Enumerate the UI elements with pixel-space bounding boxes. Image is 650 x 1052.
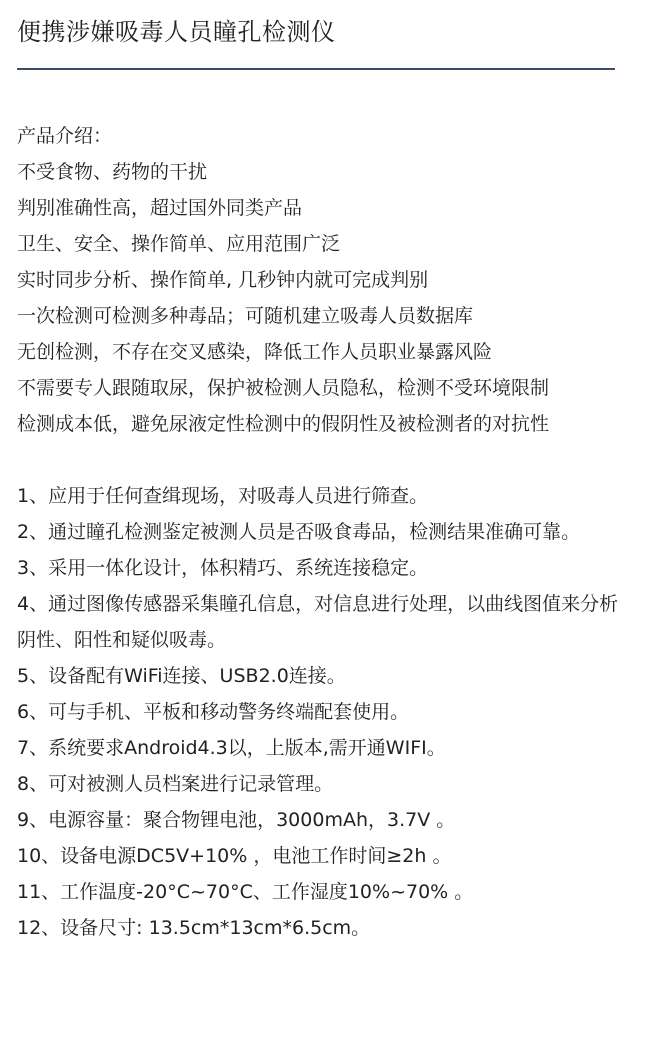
feature-item: 8、可对被测人员档案进行记录管理。 xyxy=(17,773,334,795)
intro-line: 无创检测，不存在交叉感染，降低工作人员职业暴露风险 xyxy=(17,341,493,363)
intro-line: 不需要专人跟随取尿，保护被检测人员隐私，检测不受环境限制 xyxy=(17,377,550,399)
intro-line: 一次检测可检测多种毒品；可随机建立吸毒人员数据库 xyxy=(17,305,474,327)
feature-item: 12、设备尺寸: 13.5cm*13cm*6.5cm。 xyxy=(17,917,371,939)
feature-item: 3、采用一体化设计，体积精巧、系统连接稳定。 xyxy=(17,557,429,579)
intro-line-wrapped: 检测成本低，避免尿液定性检测中的假阴性及被检测者的对抗性 xyxy=(17,413,550,435)
section-gap xyxy=(17,442,627,478)
intro-line: 实时同步分析、操作简单, 几秒钟内就可完成判别 xyxy=(17,269,429,291)
feature-item: 4、通过图像传感器采集瞳孔信息，对信息进行处理，以曲线图值来分析阴性、阳性和疑似吸毒。 xyxy=(17,593,619,651)
intro-line: 不受食物、药物的干扰 xyxy=(17,161,208,183)
feature-item: 6、可与手机、平板和移动警务终端配套使用。 xyxy=(17,701,410,723)
title-divider xyxy=(17,68,615,70)
intro-heading: 产品介绍： xyxy=(17,125,113,147)
content-body xyxy=(17,118,627,946)
feature-item: 2、通过瞳孔检测鉴定被测人员是否吸食毒品，检测结果准确可靠。 xyxy=(17,521,581,543)
feature-item: 9、电源容量：聚合物锂电池，3000mAh，3.7V 。 xyxy=(17,809,456,831)
feature-item: 5、设备配有WiFi连接、USB2.0连接。 xyxy=(17,665,346,687)
intro-line: 卫生、安全、操作简单、应用范围广泛 xyxy=(17,233,341,255)
feature-item: 1、应用于任何查缉现场，对吸毒人员进行筛查。 xyxy=(17,485,429,507)
feature-item: 10、设备电源DC5V+10% ，电池工作时间≥2h 。 xyxy=(17,845,452,867)
feature-item: 7、系统要求Android4.3以，上版本,需开通WIFI。 xyxy=(17,737,446,759)
intro-line: 判别准确性高，超过国外同类产品 xyxy=(17,197,303,219)
feature-item: 11、工作温度-20°C~70°C、工作湿度10%~70% 。 xyxy=(17,881,474,903)
page-title: 便携涉嫌吸毒人员瞳孔检测仪 xyxy=(17,18,336,46)
